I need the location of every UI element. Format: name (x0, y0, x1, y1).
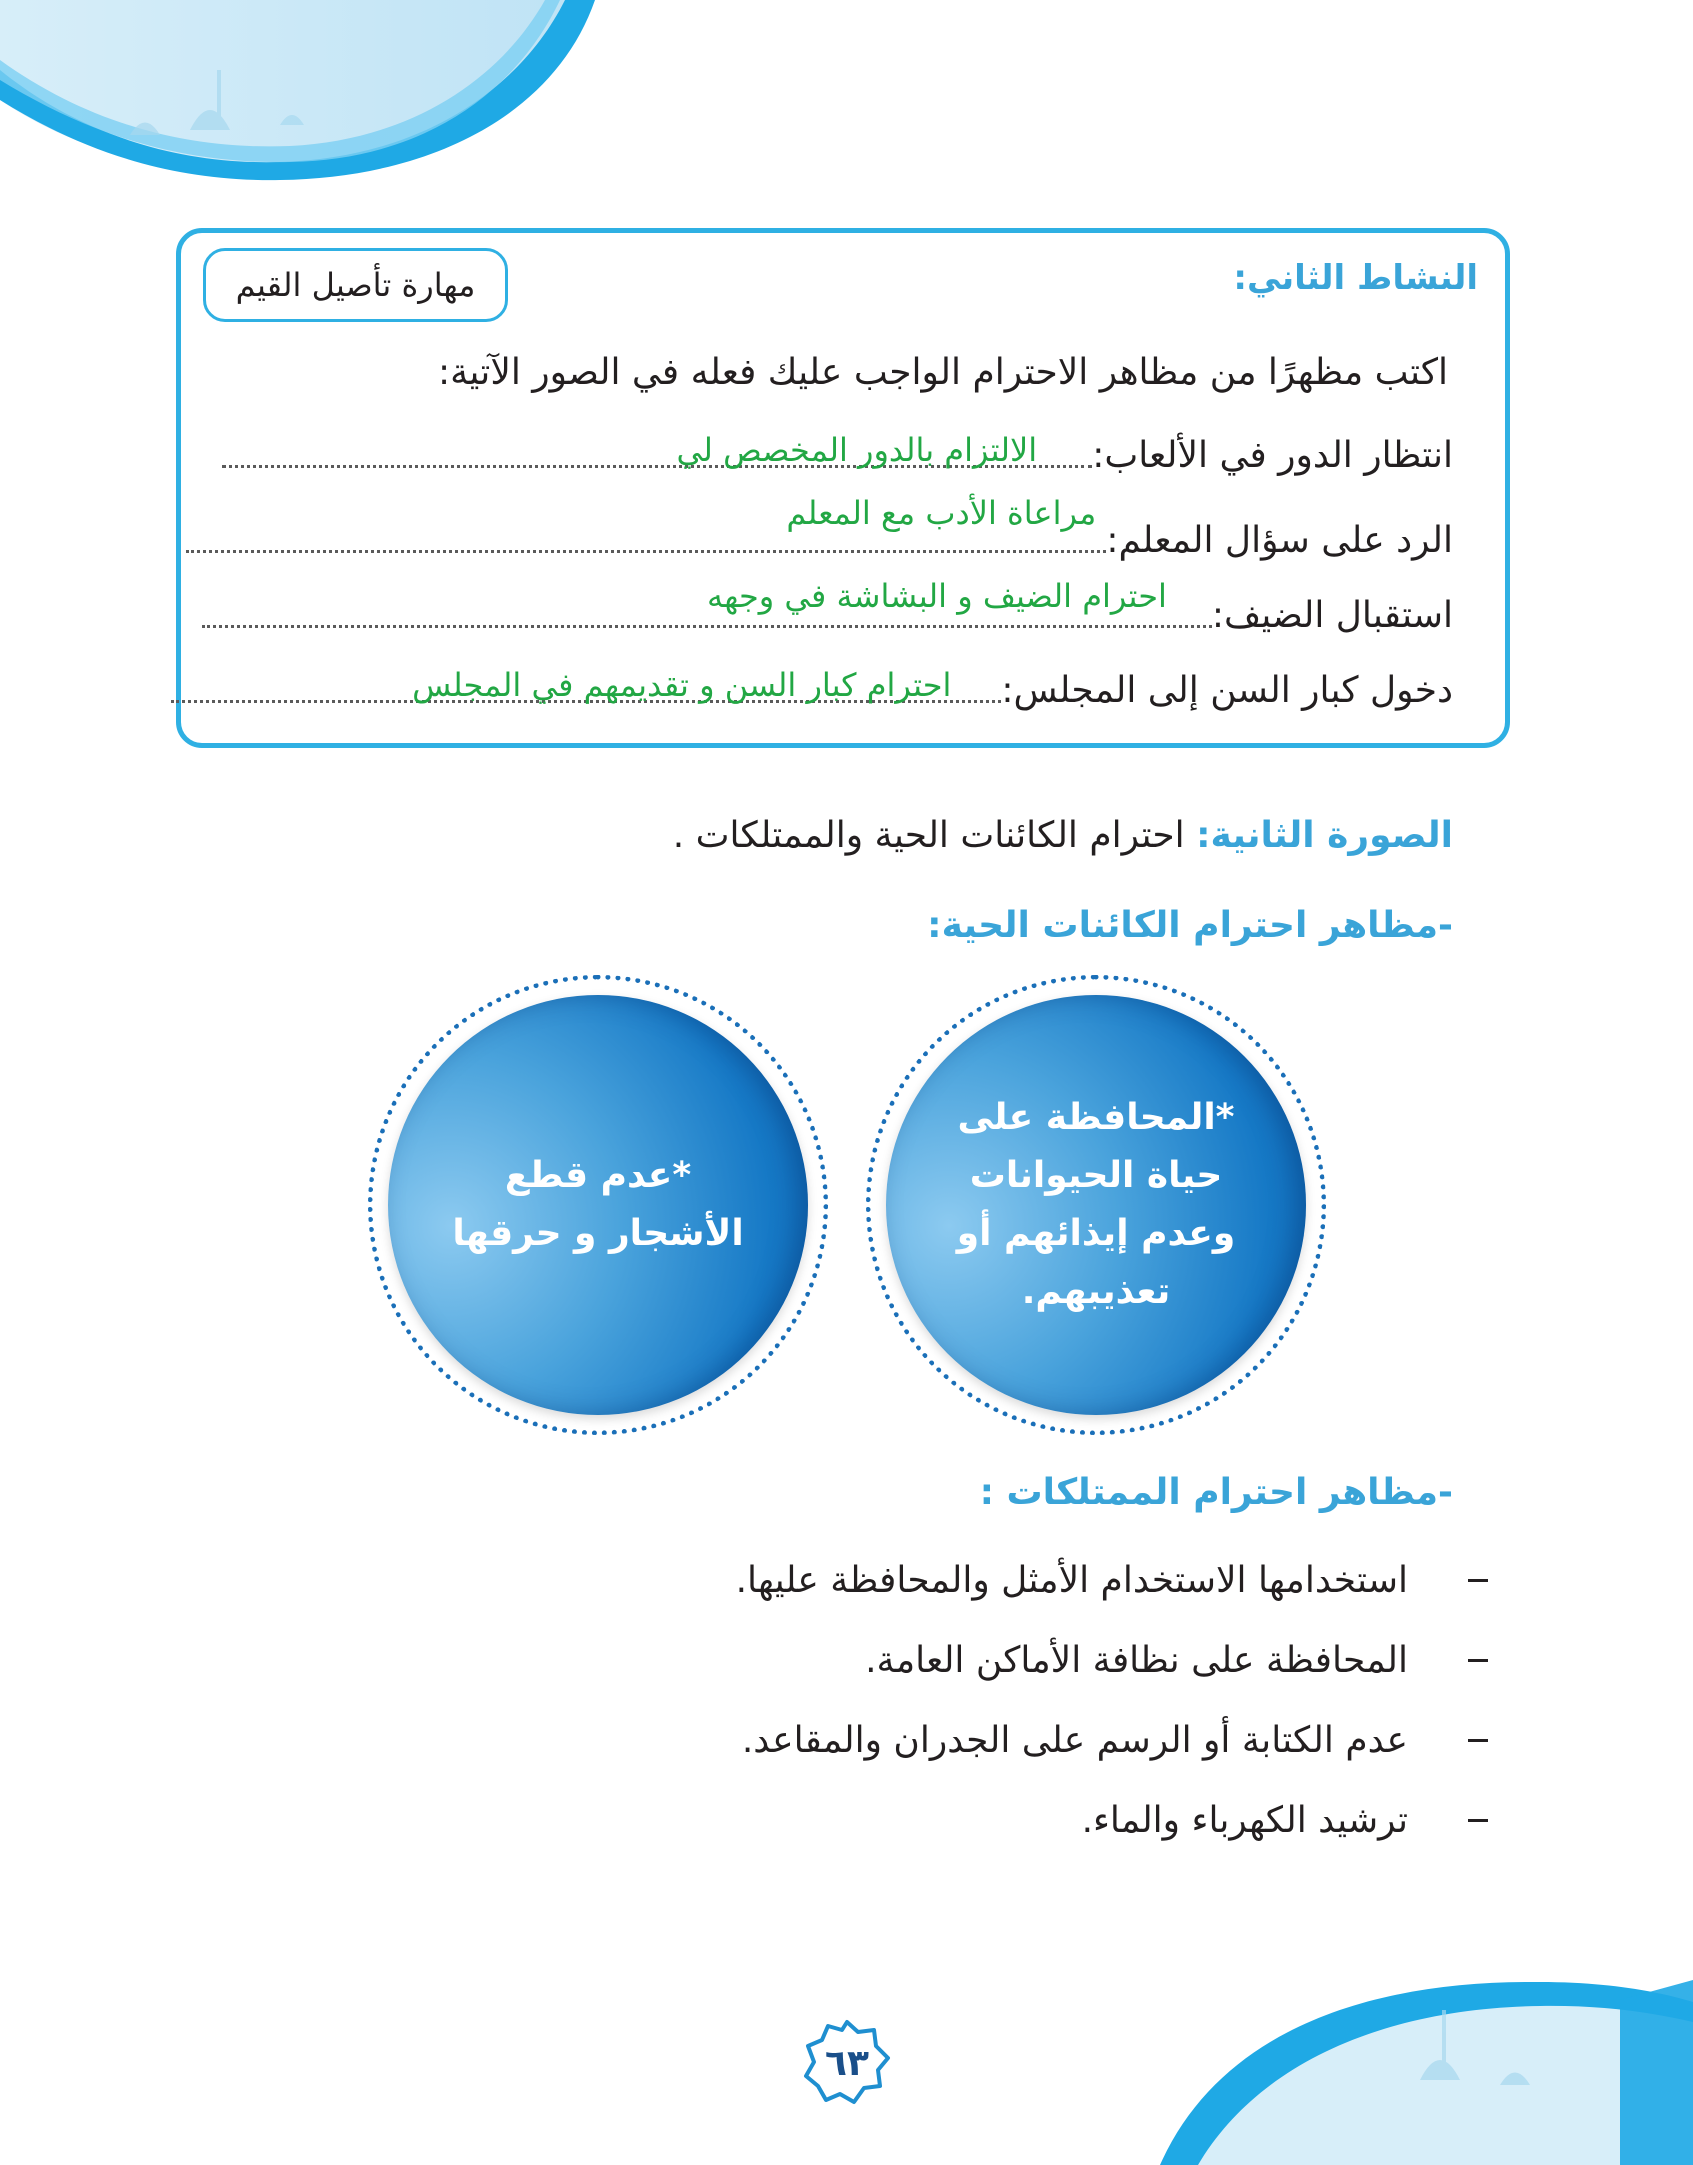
dash-bullet (1468, 1579, 1488, 1582)
row-answer: مراعاة الأدب مع المعلم (786, 494, 1097, 532)
page-number-text: ٦٣ (825, 2042, 869, 2084)
activity-instruction: اكتب مظهرًا من مظاهر الاحترام الواجب عليك فعله في الصور الآتية: (438, 352, 1448, 393)
row-label: انتظار الدور في الألعاب: (1092, 435, 1453, 476)
activity-row (222, 420, 1453, 476)
answer-line[interactable] (171, 666, 1001, 704)
row-answer: احترام الضيف و البشاشة في وجهه (707, 577, 1167, 615)
section-heading-label: الصورة الثانية: (1196, 815, 1453, 856)
row-label: الرد على سؤال المعلم: (1106, 520, 1453, 561)
section-heading-text: احترام الكائنات الحية والممتلكات . (672, 815, 1197, 856)
activity-row (171, 655, 1453, 711)
skill-badge: مهارة تأصيل القيم (203, 248, 508, 322)
circle-text: *المحافظة على حياة الحيوانات وعدم إيذائهم أو تعذيبهم. (956, 1097, 1236, 1312)
circle-fill (886, 995, 1306, 1415)
circle-card (866, 975, 1326, 1435)
circle-text: *عدم قطع الأشجار و حرقها (452, 1155, 744, 1254)
dash-bullet (1468, 1739, 1488, 1742)
answer-line[interactable] (202, 577, 1212, 628)
list-item-text: المحافظة على نظافة الأماكن العامة. (865, 1640, 1408, 1681)
answer-line[interactable] (186, 494, 1106, 553)
row-label: استقبال الضيف: (1211, 595, 1453, 636)
section-heading (673, 815, 1453, 856)
list-item (865, 1640, 1488, 1681)
circle-card (368, 975, 828, 1435)
top-decoration (0, 0, 600, 190)
bottom-decoration (1120, 1960, 1693, 2165)
row-answer: احترام كبار السن و تقديمهم في المجلس (412, 666, 952, 704)
list-item (1082, 1800, 1488, 1841)
living-beings-heading: -مظاهر احترام الكائنات الحية: (927, 905, 1453, 946)
activity-title: النشاط الثاني: (1233, 258, 1478, 298)
row-answer: الالتزام بالدور المخصص لي (676, 431, 1038, 469)
answer-line[interactable] (222, 431, 1092, 469)
row-label: دخول كبار السن إلى المجلس: (1001, 670, 1453, 711)
dash-bullet (1468, 1659, 1488, 1662)
list-item-text: استخدامها الاستخدام الأمثل والمحافظة عليها. (735, 1560, 1408, 1601)
page-number (802, 2018, 892, 2108)
activity-row (186, 494, 1453, 561)
property-heading: -مظاهر احترام الممتلكات : (979, 1472, 1453, 1513)
dash-bullet (1468, 1819, 1488, 1822)
activity-row (202, 577, 1453, 636)
list-item (736, 1560, 1488, 1601)
list-item (742, 1720, 1488, 1761)
list-item-text: عدم الكتابة أو الرسم على الجدران والمقاعد. (741, 1720, 1408, 1761)
circle-fill (388, 995, 808, 1415)
list-item-text: ترشيد الكهرباء والماء. (1081, 1800, 1408, 1841)
